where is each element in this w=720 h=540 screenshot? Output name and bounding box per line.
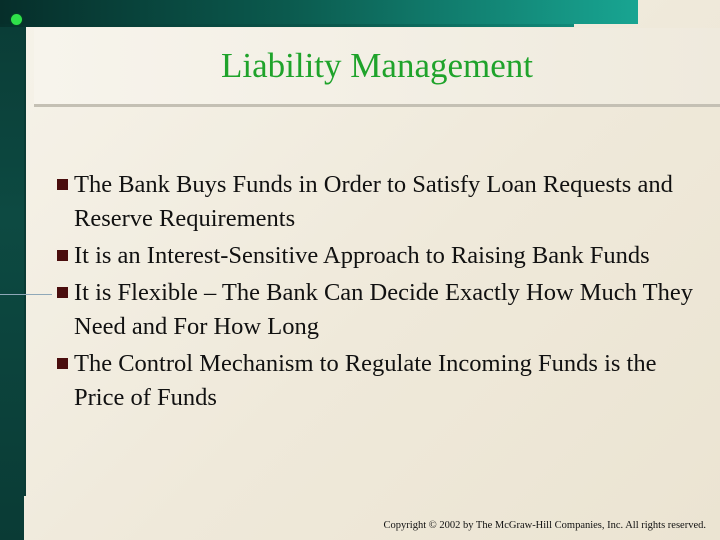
bullet-text: The Control Mechanism to Regulate Incoming Funds is the Price of Funds	[74, 350, 657, 411]
bullet-item	[56, 239, 696, 273]
bullet-list	[56, 168, 696, 418]
bullet-text: The Bank Buys Funds in Order to Satisfy Loan Requests and Reserve Requirements	[74, 171, 673, 232]
left-accent-edge	[24, 20, 26, 496]
bullet-item	[56, 168, 696, 236]
slide-title: Liability Management	[221, 46, 533, 85]
square-bullet-icon	[57, 287, 68, 298]
square-bullet-icon	[57, 358, 68, 369]
left-accent-bar	[0, 0, 24, 540]
top-accent-bar	[0, 0, 638, 24]
copyright-footer: Copyright © 2002 by The McGraw-Hill Companies, Inc. All rights reserved.	[383, 520, 706, 531]
bullet-item	[56, 276, 696, 344]
bullet-item	[56, 347, 696, 415]
top-accent-line	[0, 24, 574, 27]
square-bullet-icon	[57, 250, 68, 261]
green-dot-icon	[11, 14, 22, 25]
bullet-text: It is Flexible – The Bank Can Decide Exactly How Much They Need and For How Long	[74, 279, 693, 340]
square-bullet-icon	[57, 179, 68, 190]
side-divider	[0, 294, 52, 295]
bullet-text: It is an Interest-Sensitive Approach to Raising Bank Funds	[74, 242, 650, 269]
